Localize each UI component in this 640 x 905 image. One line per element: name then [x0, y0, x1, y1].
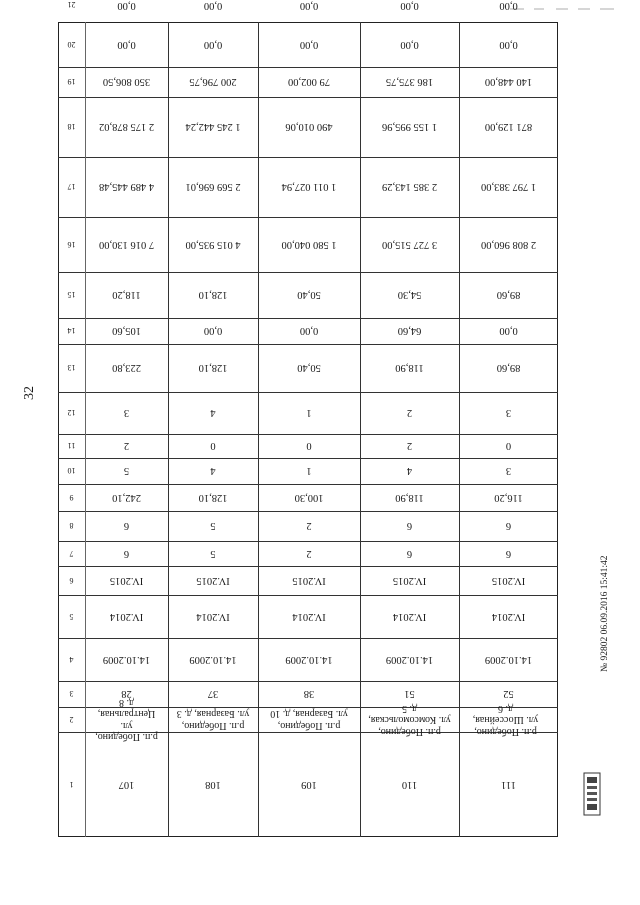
row-3-col-11-cell: 0	[306, 440, 312, 452]
row-5-col-17-cell: 1 797 383,00	[480, 181, 537, 193]
row-3-col-15-cell: 50,40	[297, 289, 321, 301]
row-1-col-1-cell: 107	[118, 779, 135, 790]
row-3-col-7-cell: 2	[306, 548, 312, 559]
row-1-col-15-cell: 118,20	[112, 289, 141, 301]
row-1-col-12-cell: 3	[123, 407, 130, 419]
row-4-col-15-cell: 54,30	[397, 289, 422, 301]
row-2-col-19-cell: 200 796,75	[189, 76, 237, 88]
column-number-21: 21	[67, 0, 76, 9]
row-1-col-16-cell: 7 016 130,00	[98, 239, 155, 250]
row-2-col-7-cell: 5	[210, 548, 216, 559]
row-2-col-15-cell: 128,10	[198, 289, 228, 301]
row-1-col-13-cell: 223,80	[112, 362, 141, 374]
row-2-col-21-cell: 0,00	[203, 0, 223, 11]
page-number: 32	[22, 386, 37, 400]
row-4-col-4-cell: 14.10.2009	[385, 654, 434, 665]
row-2-col-14-cell: 0,00	[203, 325, 223, 337]
row-3-col-8-cell: 2	[306, 520, 312, 532]
row-5-col-14-cell: 0,00	[499, 325, 518, 337]
row-2-col-9-cell: 128,10	[198, 492, 228, 503]
row-1-col-19-cell: 350 806,50	[102, 76, 151, 88]
row-2-col-16-cell: 4 015 935,00	[185, 239, 241, 250]
row-2-col-18-cell: 1 245 442,24	[185, 121, 241, 133]
row-2-col-20-cell: 0,00	[203, 39, 223, 50]
row-4-col-21-cell: 0,00	[400, 0, 419, 11]
row-3-col-2-cell: р.п. Победино, ул. Базарная, д. 10	[270, 708, 348, 731]
column-number-5: 5	[69, 612, 74, 621]
row-5-col-6-cell: IV.2015	[491, 575, 526, 586]
registry-stamp-icon	[582, 769, 602, 819]
row-2-col-3-cell: 37	[207, 688, 219, 700]
row-3-col-1-cell: 109	[301, 779, 317, 790]
row-3-col-9-cell: 100,30	[294, 492, 324, 503]
row-1-col-7-cell: 6	[123, 548, 130, 559]
row-5-col-7-cell: 6	[505, 548, 512, 559]
row-2-col-12-cell: 4	[210, 407, 216, 419]
registration-stamp: № 92802 06.09.2016 15:41:42	[600, 555, 610, 672]
row-2-col-10-cell: 4	[210, 465, 216, 477]
column-number-11: 11	[67, 441, 76, 451]
row-4-col-16-cell: 3 727 515,00	[381, 239, 438, 250]
row-4-col-12-cell: 2	[406, 407, 413, 419]
row-4-col-17-cell: 2 385 143,29	[381, 181, 438, 193]
row-4-col-2-cell: р.п. Победино, ул. Комсомольская, д. 5	[368, 702, 451, 737]
row-5-col-11-cell: 0	[505, 440, 512, 452]
row-5-col-3-cell: 52	[503, 688, 514, 700]
row-2-col-4-cell: 14.10.2009	[189, 654, 237, 665]
row-2-col-13-cell: 128,10	[198, 362, 228, 374]
row-5-col-15-cell: 89,60	[496, 289, 521, 301]
row-2-col-5-cell: IV.2014	[196, 611, 230, 622]
column-number-14: 14	[67, 326, 76, 336]
row-3-col-6-cell: IV.2015	[292, 575, 326, 586]
row-2-col-2-cell: р.п. Победино, ул. Базарная, д. 3	[176, 708, 250, 731]
row-4-col-8-cell: 6	[406, 520, 413, 532]
row-1-col-10-cell: 5	[123, 465, 130, 477]
column-number-13: 13	[67, 363, 76, 373]
column-number-18: 18	[67, 122, 76, 132]
row-5-col-8-cell: 6	[505, 520, 512, 532]
row-3-col-10-cell: 1	[306, 465, 312, 477]
row-5-col-12-cell: 3	[505, 407, 512, 419]
row-4-col-6-cell: IV.2015	[392, 575, 427, 586]
column-number-17: 17	[67, 182, 76, 192]
row-2-col-1-cell: 108	[205, 779, 221, 790]
row-4-col-7-cell: 6	[406, 548, 413, 559]
row-3-col-12-cell: 1	[306, 407, 312, 419]
column-number-16: 16	[67, 240, 76, 249]
row-5-col-5-cell: IV.2014	[491, 611, 526, 622]
row-4-col-11-cell: 2	[406, 440, 413, 452]
row-1-col-21-cell: 0,00	[117, 0, 136, 11]
row-3-col-17-cell: 1 011 027,94	[281, 181, 337, 193]
column-number-9: 9	[69, 493, 74, 502]
row-4-col-14-cell: 64,60	[397, 325, 422, 337]
row-1-col-9-cell: 242,10	[112, 492, 141, 503]
row-3-col-3-cell: 38	[303, 688, 315, 700]
row-3-col-13-cell: 50,40	[297, 362, 321, 374]
row-4-col-5-cell: IV.2014	[392, 611, 427, 622]
column-number-8: 8	[69, 521, 74, 531]
row-3-col-18-cell: 490 010,06	[285, 121, 333, 133]
row-3-col-16-cell: 1 580 040,00	[281, 239, 337, 250]
row-1-col-3-cell: 28	[121, 688, 132, 700]
row-2-col-8-cell: 5	[210, 520, 216, 532]
row-5-col-19-cell: 140 448,00	[484, 76, 533, 88]
column-number-10: 10	[67, 466, 76, 476]
row-4-col-3-cell: 51	[404, 688, 415, 700]
row-5-col-20-cell: 0,00	[499, 39, 518, 50]
row-3-col-5-cell: IV.2014	[292, 611, 326, 622]
row-5-col-18-cell: 871 129,00	[484, 121, 533, 133]
column-number-6: 6	[69, 576, 74, 585]
column-number-12: 12	[67, 408, 76, 418]
row-1-col-2-cell: р.п. Победино, ул. Центральная, д. 8	[95, 697, 158, 743]
row-5-col-16-cell: 2 808 960,00	[480, 239, 537, 250]
row-2-col-17-cell: 2 569 696,01	[185, 181, 241, 193]
row-1-col-17-cell: 4 489 445,48	[98, 181, 155, 193]
row-5-col-2-cell: р.п. Победино, ул. Шоссейная, д. 6	[472, 702, 539, 737]
column-number-20: 20	[67, 40, 76, 49]
row-2-col-6-cell: IV.2015	[196, 575, 230, 586]
column-number-3: 3	[69, 689, 74, 699]
row-1-col-8-cell: 6	[123, 520, 130, 532]
row-4-col-13-cell: 118,90	[395, 362, 424, 374]
row-3-col-21-cell: 0,00	[299, 0, 319, 11]
row-5-col-21-cell: 0,00	[499, 0, 518, 11]
row-3-col-19-cell: 79 002,00	[288, 76, 330, 88]
row-4-col-9-cell: 118,90	[395, 492, 424, 503]
row-3-col-4-cell: 14.10.2009	[285, 654, 333, 665]
row-5-col-9-cell: 116,20	[494, 492, 523, 503]
row-3-col-14-cell: 0,00	[299, 325, 319, 337]
row-3-col-20-cell: 0,00	[299, 39, 319, 50]
row-1-col-6-cell: IV.2015	[109, 575, 144, 586]
row-1-col-14-cell: 105,60	[112, 325, 141, 337]
row-5-col-1-cell: 111	[501, 779, 516, 790]
column-number-19: 19	[67, 77, 76, 87]
row-1-col-11-cell: 2	[123, 440, 130, 452]
column-number-1: 1	[69, 780, 74, 789]
row-1-col-18-cell: 2 175 878,02	[98, 121, 155, 133]
column-number-4: 4	[69, 655, 74, 664]
row-5-col-4-cell: 14.10.2009	[484, 654, 533, 665]
row-4-col-20-cell: 0,00	[400, 39, 419, 50]
row-5-col-10-cell: 3	[505, 465, 512, 477]
row-1-col-4-cell: 14.10.2009	[102, 654, 151, 665]
column-number-2: 2	[69, 715, 74, 724]
row-4-col-10-cell: 4	[406, 465, 413, 477]
row-4-col-19-cell: 186 375,75	[385, 76, 434, 88]
row-5-col-13-cell: 89,60	[496, 362, 521, 374]
row-1-col-5-cell: IV.2014	[109, 611, 144, 622]
column-number-15: 15	[67, 290, 76, 300]
row-4-col-18-cell: 1 155 995,96	[381, 121, 438, 133]
row-2-col-11-cell: 0	[210, 440, 216, 452]
column-number-7: 7	[69, 549, 74, 558]
row-4-col-1-cell: 110	[401, 779, 418, 790]
row-1-col-20-cell: 0,00	[117, 39, 136, 50]
